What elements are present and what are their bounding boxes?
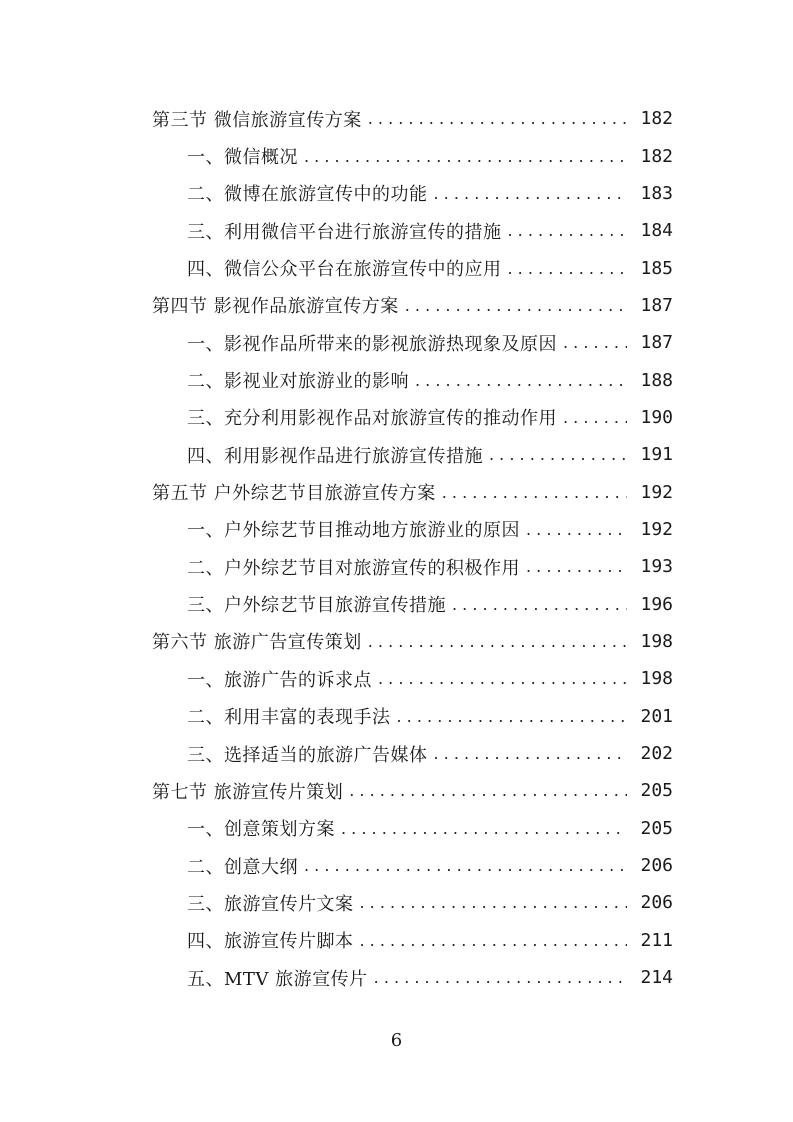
toc-entry-item[interactable] bbox=[0, 959, 793, 996]
toc-entry-item[interactable] bbox=[0, 361, 793, 398]
toc-entry-title: 第三节 微信旅游宣传方案 bbox=[152, 109, 362, 131]
toc-leader-dots bbox=[405, 296, 627, 315]
toc-entry-page: 193 bbox=[640, 556, 673, 578]
toc-entry-page: 190 bbox=[640, 406, 673, 428]
toc-entry-page: 214 bbox=[640, 967, 673, 989]
toc-entry-page: 198 bbox=[640, 630, 673, 652]
toc-entry-title: 一、户外综艺节目推动地方旅游业的原因 bbox=[187, 520, 520, 542]
toc-leader-dots bbox=[360, 893, 628, 912]
toc-entry-title: 一、创意策划方案 bbox=[187, 819, 335, 841]
toc-entry-page: 182 bbox=[640, 145, 673, 167]
toc-leader-dots bbox=[304, 147, 627, 166]
toc-leader-dots bbox=[368, 109, 627, 128]
toc-entry-section[interactable] bbox=[0, 772, 793, 809]
toc-leader-dots bbox=[526, 520, 627, 539]
toc-entry-item[interactable] bbox=[0, 847, 793, 884]
toc-entry-page: 192 bbox=[640, 518, 673, 540]
toc-entry-title: 一、影视作品所带来的影视旅游热现象及原因 bbox=[187, 333, 557, 355]
toc-entry-section[interactable] bbox=[0, 623, 793, 660]
toc-leader-dots bbox=[508, 259, 628, 278]
toc-entry-page: 206 bbox=[640, 892, 673, 914]
toc-entry-title: 二、影视业对旅游业的影响 bbox=[187, 371, 409, 393]
toc-leader-dots bbox=[434, 744, 628, 763]
toc-entry-title: 三、充分利用影视作品对旅游宣传的推动作用 bbox=[187, 408, 557, 430]
toc-leader-dots bbox=[341, 819, 627, 838]
toc-entry-title: 第六节 旅游广告宣传策划 bbox=[152, 632, 362, 654]
toc-entry-item[interactable] bbox=[0, 585, 793, 622]
toc-entry-page: 188 bbox=[640, 369, 673, 391]
toc-entry-page: 191 bbox=[640, 444, 673, 466]
toc-entry-item[interactable] bbox=[0, 884, 793, 921]
toc-leader-dots bbox=[415, 371, 627, 390]
toc-entry-title: 三、旅游宣传片文案 bbox=[187, 893, 354, 915]
toc-leader-dots bbox=[349, 781, 627, 800]
toc-entry-page: 201 bbox=[640, 705, 673, 727]
toc-entry-item[interactable] bbox=[0, 922, 793, 959]
toc-entry-item[interactable] bbox=[0, 249, 793, 286]
toc-entry-item[interactable] bbox=[0, 137, 793, 174]
toc-leader-dots bbox=[378, 669, 627, 688]
toc-leader-dots bbox=[563, 333, 627, 352]
toc-leader-dots bbox=[360, 931, 628, 950]
toc-entry-title: 二、创意大纲 bbox=[187, 856, 298, 878]
toc-leader-dots bbox=[563, 408, 627, 427]
toc-entry-item[interactable] bbox=[0, 175, 793, 212]
toc-entry-title: 四、利用影视作品进行旅游宣传措施 bbox=[187, 445, 483, 467]
toc-entry-title: 三、户外综艺节目旅游宣传措施 bbox=[187, 595, 446, 617]
toc-leader-dots bbox=[489, 445, 627, 464]
toc-entry-page: 196 bbox=[640, 593, 673, 615]
toc-entry-section[interactable] bbox=[0, 287, 793, 324]
toc-entry-title: 第五节 户外综艺节目旅游宣传方案 bbox=[152, 483, 436, 505]
toc-entry-page: 184 bbox=[640, 220, 673, 242]
toc-entry-item[interactable] bbox=[0, 399, 793, 436]
toc-entry-section[interactable] bbox=[0, 473, 793, 510]
toc-leader-dots bbox=[304, 856, 627, 875]
toc-entry-item[interactable] bbox=[0, 511, 793, 548]
toc-entry-item[interactable] bbox=[0, 212, 793, 249]
toc-entry-page: 187 bbox=[640, 294, 673, 316]
toc-entry-title: 二、微博在旅游宣传中的功能 bbox=[187, 184, 428, 206]
table-of-contents bbox=[0, 100, 793, 996]
toc-entry-item[interactable] bbox=[0, 436, 793, 473]
toc-entry-title: 三、选择适当的旅游广告媒体 bbox=[187, 744, 428, 766]
toc-entry-title: 一、旅游广告的诉求点 bbox=[187, 669, 372, 691]
toc-entry-item[interactable] bbox=[0, 735, 793, 772]
toc-entry-page: 205 bbox=[640, 780, 673, 802]
toc-leader-dots bbox=[526, 557, 627, 576]
toc-entry-page: 192 bbox=[640, 481, 673, 503]
toc-entry-item[interactable] bbox=[0, 810, 793, 847]
toc-entry-title: 第七节 旅游宣传片策划 bbox=[152, 781, 344, 803]
toc-entry-page: 198 bbox=[640, 668, 673, 690]
toc-entry-title: 二、户外综艺节目对旅游宣传的积极作用 bbox=[187, 557, 520, 579]
toc-entry-title: 四、微信公众平台在旅游宣传中的应用 bbox=[187, 259, 502, 281]
toc-entry-item[interactable] bbox=[0, 324, 793, 361]
toc-entry-title: 四、旅游宣传片脚本 bbox=[187, 931, 354, 953]
toc-entry-page: 183 bbox=[640, 182, 673, 204]
toc-leader-dots bbox=[442, 483, 627, 502]
toc-entry-section[interactable] bbox=[0, 100, 793, 137]
toc-entry-page: 187 bbox=[640, 332, 673, 354]
toc-entry-title: 二、利用丰富的表现手法 bbox=[187, 707, 391, 729]
toc-entry-title: 一、微信概况 bbox=[187, 147, 298, 169]
toc-entry-page: 206 bbox=[640, 855, 673, 877]
toc-entry-title: 五、MTV 旅游宣传片 bbox=[187, 968, 368, 990]
toc-leader-dots bbox=[434, 184, 628, 203]
toc-entry-page: 205 bbox=[640, 817, 673, 839]
toc-leader-dots bbox=[374, 968, 627, 987]
toc-entry-page: 202 bbox=[640, 743, 673, 765]
toc-leader-dots bbox=[397, 707, 628, 726]
toc-entry-item[interactable] bbox=[0, 660, 793, 697]
toc-entry-item[interactable] bbox=[0, 548, 793, 585]
toc-entry-page: 182 bbox=[640, 108, 673, 130]
toc-entry-item[interactable] bbox=[0, 698, 793, 735]
toc-entry-title: 第四节 影视作品旅游宣传方案 bbox=[152, 296, 399, 318]
toc-leader-dots bbox=[368, 632, 627, 651]
toc-leader-dots bbox=[508, 221, 628, 240]
toc-entry-title: 三、利用微信平台进行旅游宣传的措施 bbox=[187, 221, 502, 243]
page-number: 6 bbox=[390, 1030, 403, 1051]
toc-entry-page: 185 bbox=[640, 257, 673, 279]
toc-leader-dots bbox=[452, 595, 627, 614]
toc-entry-page: 211 bbox=[640, 929, 673, 951]
